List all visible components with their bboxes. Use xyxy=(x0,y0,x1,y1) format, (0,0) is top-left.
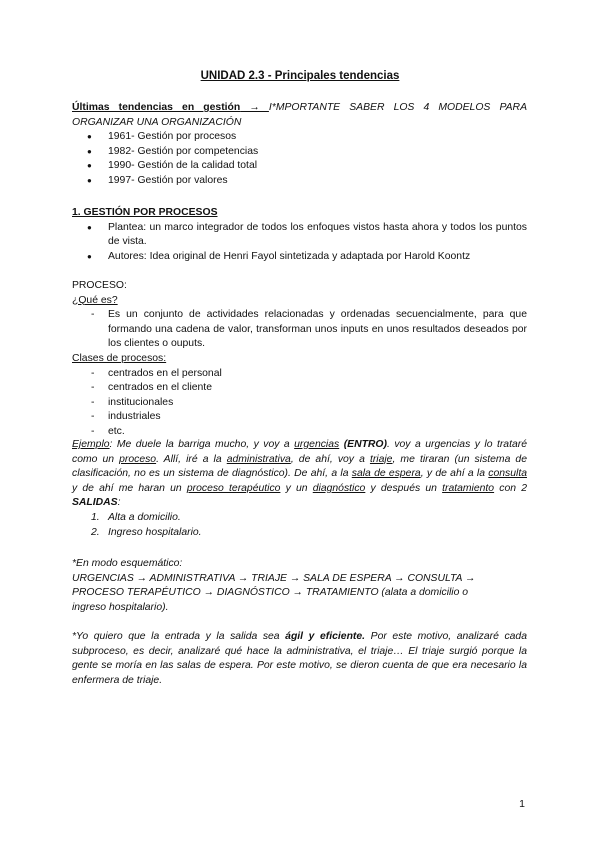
term-sala-espera: sala de espera xyxy=(351,468,421,480)
section-heading: 1. GESTIÓN POR PROCESOS xyxy=(72,207,218,218)
closing-paragraph xyxy=(72,630,527,688)
section-gestion-procesos xyxy=(72,206,527,264)
output-text: Alta a domicilio. xyxy=(108,511,181,523)
schema-section xyxy=(72,557,527,615)
intro-note: I*MPORTANTE SABER LOS 4 MODELOS PARA ORGANIZAR UNA ORGANIZACIÓN xyxy=(72,102,527,128)
schema-line: PROCESO TERAPÉUTICO → DIAGNÓSTICO → TRATAMIENTO (alata a domicilio o xyxy=(72,587,469,599)
list-item: ● 1982- Gestión por competencias xyxy=(72,145,527,160)
text-run: *Yo quiero que la entrada y la salida sea xyxy=(72,631,286,642)
list-item: - centrados en el personal xyxy=(72,367,527,382)
term-tratamiento: tratamiento xyxy=(442,482,495,494)
text-run: con 2 xyxy=(494,482,527,494)
output-text: Ingreso hospitalario. xyxy=(108,526,202,538)
closing-bold: ágil y eficiente. xyxy=(285,631,366,642)
text-run: y un xyxy=(280,482,313,494)
term-proceso: proceso xyxy=(119,453,157,465)
text-run: , de ahí, voy a xyxy=(290,453,370,465)
text-run: . Allí, iré a la xyxy=(156,453,227,465)
term-consulta: consulta xyxy=(488,468,527,480)
list-item: 1. Alta a domicilio. xyxy=(91,511,181,523)
list-item: - centrados en el cliente xyxy=(72,381,527,396)
list-item: ● 1997- Gestión por valores xyxy=(72,174,527,189)
term-diagnostico: diagnóstico xyxy=(312,482,366,494)
models-list xyxy=(72,130,527,188)
text-run: y después un xyxy=(365,482,443,494)
text-run: Por este motivo, analizaré cada subproceso, es decir, analizaré qué hace la administrativa, el triaje… El triaje surgió porque la gente se moría en las salas de espera. Por este motivo, se dieron cuenta de que era necesario la enfermera de triaje. xyxy=(72,631,527,686)
term-triaje: triaje xyxy=(369,453,393,465)
list-item: ● Autores: Idea original de Henri Fayol sintetizada y adaptada por Harold Koontz xyxy=(72,250,527,265)
proceso-definition: - Es un conjunto de actividades relacionadas y ordenadas secuencialmente, para que formando una cadena de valor, transforman unos inputs en unos resultados deseados por los clientes o ouputs. xyxy=(72,308,527,352)
example-paragraph xyxy=(72,438,527,540)
term-proceso-terapeutico: proceso terapéutico xyxy=(186,482,281,494)
text-run: , y de ahí a la xyxy=(420,468,489,480)
list-item: - etc. xyxy=(72,425,527,440)
page-title: UNIDAD 2.3 - Principales tendencias xyxy=(200,70,400,82)
classes-label: Clases de procesos: xyxy=(72,352,167,364)
outputs-list xyxy=(72,511,527,540)
term-urgencias: urgencias xyxy=(294,439,340,450)
proceso-question: ¿Qué es? xyxy=(72,294,118,306)
page-number: 1 xyxy=(519,798,525,810)
schema-label: *En modo esquemático: xyxy=(72,558,183,569)
list-item: ● 1961- Gestión por procesos xyxy=(72,130,527,145)
text-run: : Me duele la barriga mucho, y voy a xyxy=(109,439,295,450)
list-item: - industriales xyxy=(72,410,527,425)
text-run: , me tiraran (un sistema de clasificación, no es un sistema de diagnóstico). De ahí, a la xyxy=(72,453,527,480)
intro-section xyxy=(72,101,527,189)
list-item: ● Plantea: un marco integrador de todos los enfoques vistos hasta ahora y todos los puntos de vista. xyxy=(72,221,527,250)
text-run: : xyxy=(117,497,121,509)
section-bullets xyxy=(72,221,527,265)
term-administrativa: administrativa xyxy=(226,453,291,465)
text-run: y de ahí me haran un xyxy=(72,482,187,494)
intro-paragraph xyxy=(72,101,527,130)
term-salidas: SALIDAS xyxy=(72,497,118,509)
list-item: - institucionales xyxy=(72,396,527,411)
list-item: 2. Ingreso hospitalario. xyxy=(91,526,202,538)
schema-line: URGENCIAS → ADMINISTRATIVA → TRIAJE → SALA DE ESPERA → CONSULTA → xyxy=(72,572,476,584)
proceso-section xyxy=(72,279,527,440)
classes-list xyxy=(72,367,527,440)
intro-heading: Últimas tendencias en gestión xyxy=(72,102,241,113)
example-label: Ejemplo xyxy=(72,439,110,450)
term-entro: (ENTRO) xyxy=(343,439,387,450)
text-run: . voy a urgencias y lo trataré como un xyxy=(72,439,527,465)
intro-arrow: → xyxy=(240,102,269,113)
list-item: ● 1990- Gestión de la calidad total xyxy=(72,159,527,174)
proceso-definition-list xyxy=(72,308,527,352)
proceso-label: PROCESO: xyxy=(72,280,127,291)
schema-line: ingreso hospitalario). xyxy=(72,601,169,613)
